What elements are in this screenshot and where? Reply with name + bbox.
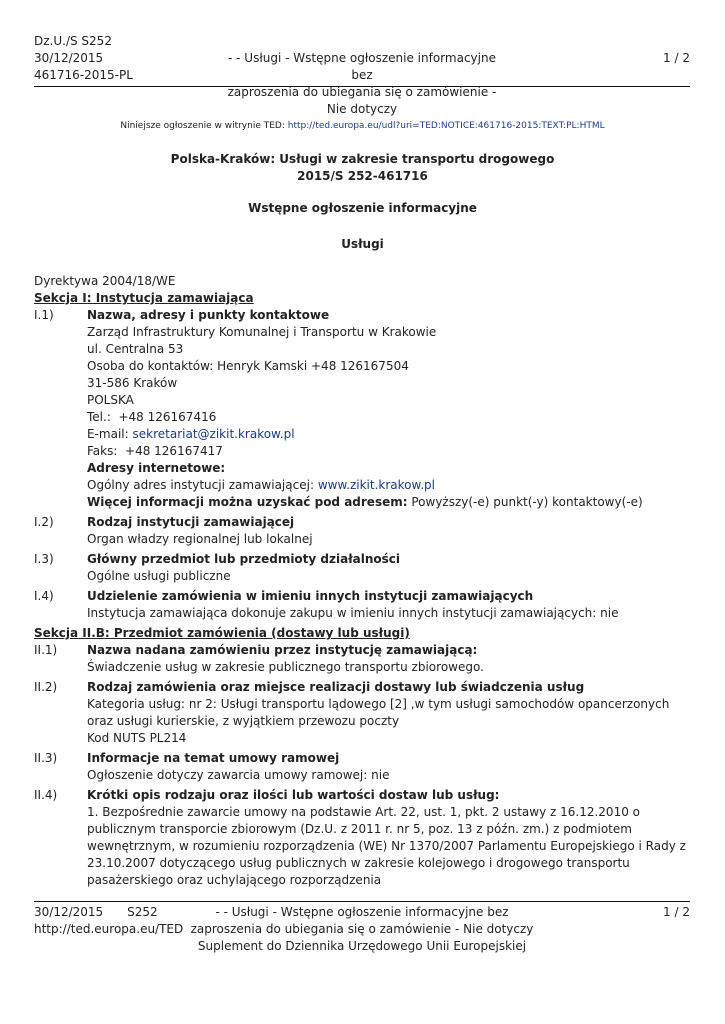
item-ii4 (34, 787, 694, 889)
item-title: Informacje na temat umowy ramowej (87, 751, 340, 765)
document-title (0, 151, 725, 185)
footer-title-line3: Suplement do Dziennika Urzędowego Unii Europejskiej (197, 939, 527, 953)
header-left (34, 33, 133, 84)
header-divider (34, 86, 690, 87)
item-value: Ogłoszenie dotyczy zawarcia umowy ramowej: nie (87, 768, 390, 782)
item-title: Główny przedmiot lub przedmioty działalności (87, 552, 401, 566)
footer-title-line2: zaproszenia do ubiegania się o zamówienie - Nie dotyczy (190, 922, 534, 936)
more-info-label: Więcej informacji można uzyskać pod adresem: (87, 495, 408, 509)
footer-series: S252 (127, 905, 158, 919)
contact-person: Osoba do kontaktów: Henryk Kamski +48 126167504 (87, 359, 409, 373)
item-i3 (34, 551, 694, 585)
header-title-line1: - - Usługi - Wstępne ogłoszenie informacyjne bez (228, 51, 496, 82)
service-category: Kategoria usług: nr 2: Usługi transportu lądowego [2] ,w tym usługi samochodów opancerzonych oraz usługi kurierskie, z wyjątkiem przewozu poczty (87, 697, 670, 728)
item-number: I.1) (34, 308, 54, 322)
section-2-heading: Sekcja II.B: Przedmiot zamówienia (dostawy lub usługi) (34, 626, 410, 640)
footer-title-line1: - - Usługi - Wstępne ogłoszenie informacyjne bez (215, 905, 509, 919)
item-number: I.3) (34, 552, 54, 566)
item-value: Ogólne usługi publiczne (87, 569, 231, 583)
footer-divider (34, 901, 690, 902)
header-date: 30/12/2015 (34, 51, 104, 65)
item-title: Rodzaj instytucji zamawiającej (87, 515, 295, 529)
item-ii2 (34, 679, 694, 747)
general-address-label: Ogólny adres instytucji zamawiającej: (87, 478, 314, 492)
contract-type: Usługi (341, 237, 384, 251)
email-link[interactable]: sekretariat@zikit.krakow.pl (132, 427, 295, 441)
ted-notice-link[interactable]: http://ted.europa.eu/udl?uri=TED:NOTICE:461716-2015:TEXT:PL:HTML (287, 121, 605, 131)
item-value: Instytucja zamawiająca dokonuje zakupu w imieniu innych instytucji zamawiających: nie (87, 606, 619, 620)
header-title (217, 50, 507, 118)
item-value: Organ władzy regionalnej lub lokalnej (87, 532, 313, 546)
document-body (34, 273, 694, 889)
document-title-line1: Polska-Kraków: Usługi w zakresie transportu drogowego (170, 152, 555, 166)
item-title: Nazwa, adresy i punkty kontaktowe (87, 308, 330, 322)
document-title-line2: 2015/S 252-461716 (297, 169, 428, 183)
org-name: Zarząd Infrastruktury Komunalnej i Transportu w Krakowie (87, 325, 437, 339)
item-number: II.1) (34, 643, 58, 657)
more-info-row (87, 494, 694, 511)
item-number: I.4) (34, 589, 54, 603)
footer-title (187, 904, 537, 955)
header-page-number: 1 / 2 (663, 51, 690, 65)
item-title: Rodzaj zamówienia oraz miejsce realizacji dostawy lub świadczenia usług (87, 680, 585, 694)
header-notice-id: 461716-2015-PL (34, 68, 133, 82)
item-i2 (34, 514, 694, 548)
phone: Tel.: +48 126167416 (87, 410, 217, 424)
item-title: Udzielenie zamówienia w imieniu innych instytucji zamawiających (87, 589, 534, 603)
footer-page-number: 1 / 2 (663, 905, 690, 919)
footer-left (34, 904, 183, 938)
item-i4 (34, 588, 694, 622)
item-number: II.4) (34, 788, 58, 802)
general-address-link[interactable]: www.zikit.krakow.pl (317, 478, 435, 492)
ted-notice-prefix: Niniejsze ogłoszenie w witrynie TED: (120, 121, 285, 131)
nuts-code: Kod NUTS PL214 (87, 731, 187, 745)
country: POLSKA (87, 393, 134, 407)
postal-code: 31-586 Kraków (87, 376, 178, 390)
item-number: II.2) (34, 680, 58, 694)
internet-label: Adresy internetowe: (87, 461, 226, 475)
header-title-line2: zaproszenia do ubiegania się o zamówienie - Nie dotyczy (227, 85, 497, 116)
notice-type: Wstępne ogłoszenie informacyjne (248, 201, 477, 215)
section-1-heading: Sekcja I: Instytucja zamawiająca (34, 291, 254, 305)
email-label: E-mail: (87, 427, 129, 441)
footer-site: http://ted.europa.eu/TED (34, 922, 184, 936)
fax: Faks: +48 126167417 (87, 444, 223, 458)
more-info-value: Powyższy(-e) punkt(-y) kontaktowy(-e) (411, 495, 643, 509)
item-title: Nazwa nadana zamówieniu przez instytucję zamawiającą: (87, 643, 478, 657)
item-title: Krótki opis rodzaju oraz ilości lub wartości dostaw lub usług: (87, 788, 500, 802)
item-value: Świadczenie usług w zakresie publicznego transportu zbiorowego. (87, 660, 484, 674)
item-ii3 (34, 750, 694, 784)
item-value: 1. Bezpośrednie zawarcie umowy na podstawie Art. 22, ust. 1, pkt. 2 ustawy z 16.12.2010 o publicznym transporcie zbiorowym (Dz.U. z 2011 r. nr 5, poz. 13 z późn. zm.) z podmiotem wewnętrznym, w rozumieniu rozporządzenia (WE) Nr 1370/2007 Parlamentu Europejskiego i Rady z 23.10.2007 dotyczącego usług publicznych w zakresie kolejowego i drogowego transportu pasażerskiego oraz uchylającego rozporządzenia (87, 805, 686, 887)
street: ul. Centralna 53 (87, 342, 184, 356)
item-number: I.2) (34, 515, 54, 529)
footer-date: 30/12/2015 (34, 905, 104, 919)
general-address-row (87, 477, 694, 494)
item-i1 (34, 307, 694, 511)
email-row (87, 426, 694, 443)
header-doc-ref: Dz.U./S S252 (34, 34, 112, 48)
page-header (34, 33, 690, 116)
item-ii1 (34, 642, 694, 676)
directive: Dyrektywa 2004/18/WE (34, 274, 176, 288)
ted-notice (0, 121, 725, 131)
item-number: II.3) (34, 751, 58, 765)
